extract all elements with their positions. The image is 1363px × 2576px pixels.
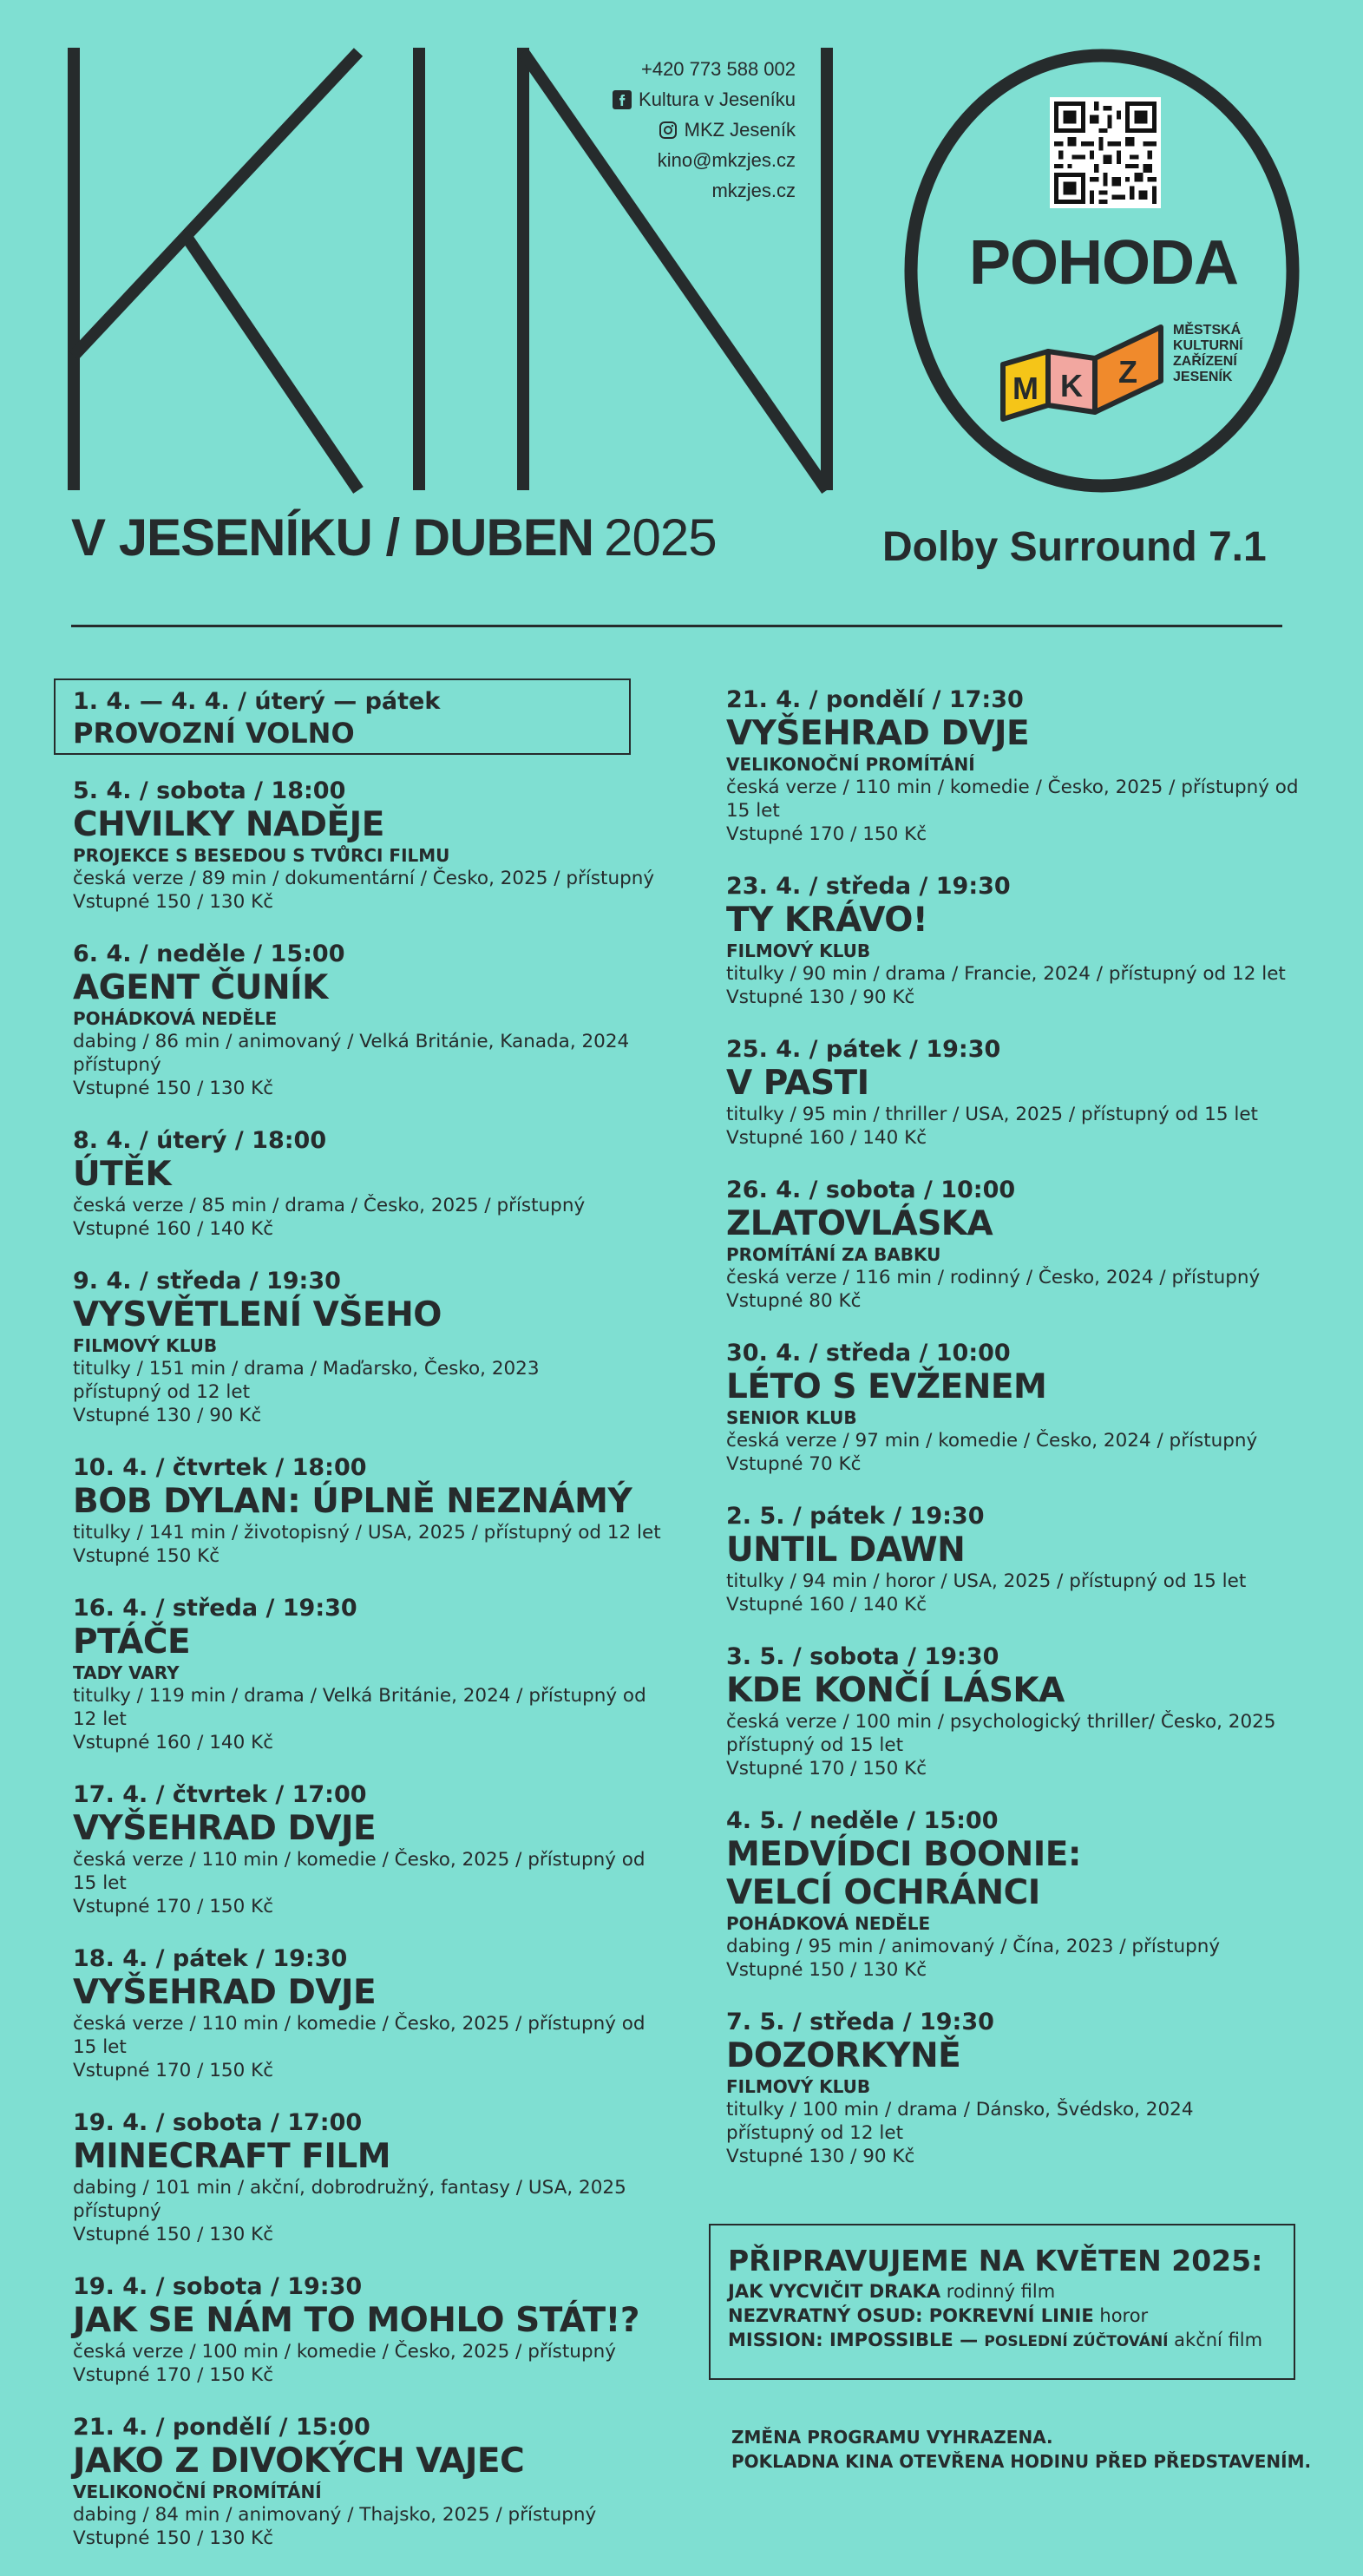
instagram-icon: [659, 121, 678, 140]
event-info: Vstupné 170 / 150 Kč: [73, 2364, 274, 2386]
event-date: 21. 4. / pondělí / 17:30: [726, 686, 1024, 713]
event-info: Vstupné 70 Kč: [726, 1453, 862, 1475]
event-date: 25. 4. / pátek / 19:30: [726, 1036, 1001, 1063]
event-date: 3. 5. / sobota / 19:30: [726, 1643, 999, 1670]
event-info: titulky / 94 min / horor / USA, 2025 / přístupný od 15 let: [726, 1570, 1247, 1592]
event-info: česká verze / 97 min / komedie / Česko, 2024 / přístupný: [726, 1430, 1258, 1452]
event-info: dabing / 84 min / animovaný / Thajsko, 2025 / přístupný: [73, 2504, 597, 2526]
program-event: [73, 777, 672, 914]
event-title: JAK SE NÁM TO MOHLO STÁT!?: [73, 2301, 639, 2340]
event-date: 19. 4. / sobota / 17:00: [73, 2109, 363, 2136]
event-info: titulky / 95 min / thriller / USA, 2025 / přístupný od 15 let: [726, 1104, 1258, 1125]
event-info: Vstupné 160 / 140 Kč: [726, 1127, 927, 1149]
event-info: Vstupné 80 Kč: [726, 1290, 862, 1312]
event-series: VELIKONOČNÍ PROMÍTÁNÍ: [726, 754, 975, 775]
event-date: 8. 4. / úterý / 18:00: [73, 1127, 327, 1154]
event-info: česká verze / 100 min / komedie / Česko, 2025 / přístupný: [73, 2341, 616, 2363]
event-info: dabing / 95 min / animovaný / Čína, 2023 / přístupný: [726, 1936, 1221, 1957]
event-date: 19. 4. / sobota / 19:30: [73, 2273, 363, 2300]
event-info: česká verze / 89 min / dokumentární / Česko, 2025 / přístupný: [73, 868, 655, 889]
event-info: Vstupné 150 Kč: [73, 1545, 220, 1567]
facebook-icon: [613, 90, 632, 109]
event-info: Vstupné 170 / 150 Kč: [726, 1758, 927, 1780]
event-date: 10. 4. / čtvrtek / 18:00: [73, 1454, 367, 1481]
event-title: AGENT ČUNÍK: [73, 968, 328, 1007]
event-series: FILMOVÝ KLUB: [726, 941, 871, 961]
event-info: Vstupné 170 / 150 Kč: [726, 823, 927, 845]
event-title: VYSVĚTLENÍ VŠEHO: [73, 1295, 442, 1334]
event-title: BOB DYLAN: ÚPLNĚ NEZNÁMÝ: [73, 1482, 632, 1521]
upcoming-heading: PŘIPRAVUJEME NA KVĚTEN 2025:: [728, 2244, 1263, 2278]
event-info: česká verze / 100 min / psychologický thriller/ Česko, 2025: [726, 1711, 1276, 1733]
program-event: [726, 1502, 1325, 1616]
event-info: Vstupné 150 / 130 Kč: [73, 1078, 274, 1099]
program-event: [73, 1126, 672, 1241]
program-event: [726, 1176, 1325, 1313]
event-title: KDE KONČÍ LÁSKA: [726, 1671, 1065, 1710]
event-info: titulky / 151 min / drama / Maďarsko, Česko, 2023: [73, 1358, 540, 1380]
event-info: přístupný: [73, 1054, 161, 1076]
event-info: titulky / 141 min / životopisný / USA, 2025 / přístupný od 12 let: [73, 1522, 661, 1544]
event-title: DOZORKYNĚ: [726, 2036, 961, 2075]
event-title: PTÁČE: [73, 1622, 191, 1662]
event-info: Vstupné 160 / 140 Kč: [726, 1594, 927, 1616]
event-title: TY KRÁVO!: [726, 901, 928, 940]
event-title: MEDVÍDCI BOONIE: VELCÍ OCHRÁNCI: [726, 1835, 1082, 1912]
program-event: [73, 1780, 672, 1918]
program-event: [726, 1035, 1325, 1150]
event-info: titulky / 119 min / drama / Velká Británie, 2024 / přístupný od 12 let: [73, 1685, 646, 1730]
event-date: 7. 5. / středa / 19:30: [726, 2009, 994, 2035]
event-title: JAKO Z DIVOKÝCH VAJEC: [73, 2442, 525, 2481]
year: 2025: [604, 508, 717, 567]
program-notice: ZMĚNA PROGRAMU VYHRAZENA. POKLADNA KINA OTEVŘENA HODINU PŘED PŘEDSTAVENÍM.: [731, 2427, 1312, 2472]
event-series: PROMÍTÁNÍ ZA BABKU: [726, 1244, 941, 1265]
event-series: FILMOVÝ KLUB: [73, 1335, 218, 1356]
event-title: ÚTĚK: [73, 1155, 172, 1194]
closed-date: 1. 4. — 4. 4. / úterý — pátek: [73, 688, 441, 715]
event-info: česká verze / 110 min / komedie / Česko, 2025 / přístupný od 15 let: [726, 777, 1299, 822]
event-info: Vstupné 150 / 130 Kč: [726, 1959, 927, 1981]
program-event: [726, 1339, 1325, 1476]
event-series: FILMOVÝ KLUB: [726, 2076, 871, 2097]
event-info: česká verze / 116 min / rodinný / Česko, 2024 / přístupný: [726, 1267, 1261, 1288]
event-date: 18. 4. / pátek / 19:30: [73, 1945, 348, 1972]
event-date: 30. 4. / středa / 10:00: [726, 1340, 1011, 1367]
mkz-letter-z: Z: [1118, 354, 1137, 390]
event-series: SENIOR KLUB: [726, 1407, 857, 1428]
upcoming-box: [709, 2224, 1295, 2380]
event-series: POHÁDKOVÁ NEDĚLE: [726, 1913, 931, 1934]
event-title: VYŠEHRAD DVJE: [73, 1809, 377, 1848]
mkz-letter-m: M: [1012, 370, 1039, 406]
program-event: [726, 2008, 1325, 2168]
event-info: titulky / 100 min / drama / Dánsko, Švédsko, 2024: [726, 2099, 1194, 2120]
event-date: 5. 4. / sobota / 18:00: [73, 777, 346, 804]
event-series: TADY VARY: [73, 1662, 180, 1683]
program-event: [73, 1267, 672, 1427]
program-event: [726, 872, 1325, 1009]
event-date: 9. 4. / středa / 19:30: [73, 1268, 341, 1295]
email-link[interactable]: kino@mkzjes.cz: [657, 149, 796, 171]
upcoming-item: MISSION: IMPOSSIBLE — POSLEDNÍ ZÚČTOVÁNÍ akční film: [728, 2330, 1263, 2350]
program-event: [726, 1642, 1325, 1780]
event-series: VELIKONOČNÍ PROMÍTÁNÍ: [73, 2481, 322, 2502]
facebook-link[interactable]: Kultura v Jeseníku: [639, 88, 796, 110]
event-date: 4. 5. / neděle / 15:00: [726, 1807, 999, 1834]
program-event: [73, 940, 672, 1100]
program-right-column: [726, 685, 1325, 2194]
event-info: Vstupné 170 / 150 Kč: [73, 1896, 274, 1917]
event-info: Vstupné 160 / 140 Kč: [73, 1218, 274, 1240]
event-title: UNTIL DAWN: [726, 1531, 966, 1570]
page-subtitle: V JESENÍKU / DUBEN 2025: [71, 508, 717, 567]
pohoda-title: POHODA: [968, 228, 1239, 298]
event-info: česká verze / 110 min / komedie / Česko, 2025 / přístupný od 15 let: [73, 1849, 645, 1894]
event-date: 16. 4. / středa / 19:30: [73, 1595, 357, 1622]
upcoming-item: NEZVRATNÝ OSUD: POKREVNÍ LINIE horor: [728, 2305, 1149, 2326]
event-info: dabing / 86 min / animovaný / Velká Británie, Kanada, 2024: [73, 1031, 630, 1052]
program-event: [73, 2108, 672, 2246]
event-info: Vstupné 150 / 130 Kč: [73, 2527, 274, 2549]
event-info: Vstupné 160 / 140 Kč: [73, 1732, 274, 1753]
event-date: 23. 4. / středa / 19:30: [726, 873, 1011, 900]
upcoming-item: JAK VYCVIČIT DRAKA rodinný film: [728, 2281, 1056, 2302]
web-link[interactable]: mkzjes.cz: [711, 180, 796, 201]
event-info: titulky / 90 min / drama / Francie, 2024 / přístupný od 12 let: [726, 963, 1286, 985]
program-left-column: [73, 777, 672, 2576]
header-divider: [71, 625, 1282, 627]
event-title: VYŠEHRAD DVJE: [726, 714, 1030, 753]
closed-title: PROVOZNÍ VOLNO: [73, 717, 355, 750]
event-info: přístupný: [73, 2200, 161, 2222]
mkz-caption: MĚSTSKÁ KULTURNÍ ZAŘÍZENÍ JESENÍK: [1173, 323, 1243, 384]
event-date: 26. 4. / sobota / 10:00: [726, 1177, 1016, 1203]
program-event: [726, 685, 1325, 846]
event-series: POHÁDKOVÁ NEDĚLE: [73, 1008, 278, 1029]
event-info: Vstupné 130 / 90 Kč: [73, 1405, 262, 1426]
event-info: přístupný od 12 let: [726, 2122, 904, 2144]
qr-code[interactable]: [1050, 97, 1161, 208]
event-info: dabing / 101 min / akční, dobrodružný, fantasy / USA, 2025: [73, 2177, 626, 2199]
program-event: [73, 1594, 672, 1754]
event-info: Vstupné 150 / 130 Kč: [73, 2224, 274, 2245]
event-info: přístupný od 15 let: [726, 1734, 904, 1756]
event-info: česká verze / 85 min / drama / Česko, 2025 / přístupný: [73, 1195, 586, 1216]
event-info: česká verze / 110 min / komedie / Česko, 2025 / přístupný od 15 let: [73, 2013, 645, 2058]
program-event: [73, 1944, 672, 2082]
event-info: Vstupné 130 / 90 Kč: [726, 2146, 915, 2167]
program-event: [73, 1453, 672, 1568]
event-series: PROJEKCE S BESEDOU S TVŮRCI FILMU: [73, 845, 450, 866]
event-date: 2. 5. / pátek / 19:30: [726, 1503, 985, 1530]
contacts: [613, 54, 796, 206]
event-info: přístupný od 12 let: [73, 1381, 251, 1403]
kino-logo-text: KINO: [68, 48, 70, 49]
event-title: LÉTO S EVŽENEM: [726, 1367, 1047, 1406]
event-title: VYŠEHRAD DVJE: [73, 1973, 377, 2012]
event-title: ZLATOVLÁSKA: [726, 1204, 993, 1243]
event-title: MINECRAFT FILM: [73, 2137, 391, 2176]
event-date: 17. 4. / čtvrtek / 17:00: [73, 1781, 367, 1808]
phone-number[interactable]: +420 773 588 002: [640, 58, 796, 80]
instagram-link[interactable]: MKZ Jeseník: [684, 119, 796, 141]
event-date: 6. 4. / neděle / 15:00: [73, 941, 345, 967]
program-event: [726, 1806, 1325, 1982]
program-event: [73, 2413, 672, 2550]
event-info: Vstupné 150 / 130 Kč: [73, 891, 274, 913]
dolby-label: Dolby Surround 7.1: [882, 524, 1267, 570]
closed-notice: [73, 687, 440, 750]
event-date: 21. 4. / pondělí / 15:00: [73, 2414, 370, 2441]
event-title: V PASTI: [726, 1064, 869, 1103]
mkz-letter-k: K: [1060, 368, 1083, 403]
program-event: [73, 2272, 672, 2387]
event-info: Vstupné 170 / 150 Kč: [73, 2060, 274, 2081]
event-info: Vstupné 130 / 90 Kč: [726, 986, 915, 1008]
event-title: CHVILKY NADĚJE: [73, 805, 384, 844]
